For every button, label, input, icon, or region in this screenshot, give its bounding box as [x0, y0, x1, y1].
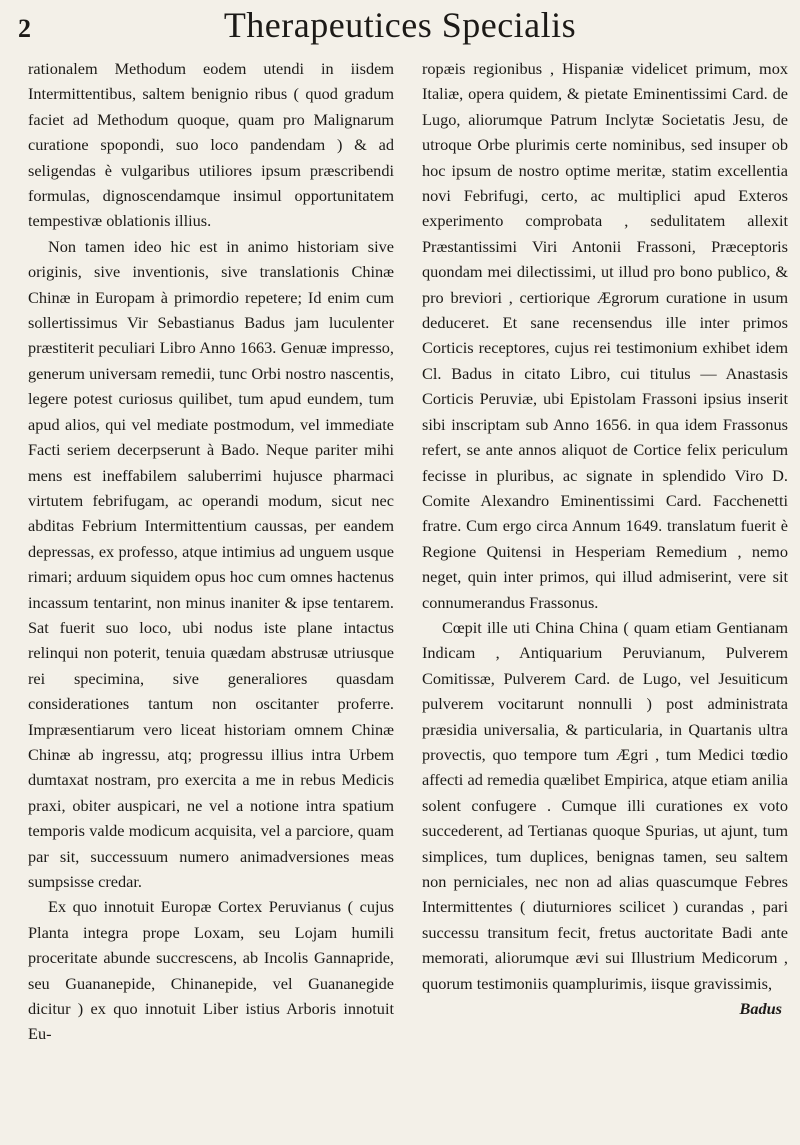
right-column: [422, 56, 788, 1136]
catchword: Badus: [739, 999, 782, 1019]
left-column: [28, 56, 394, 1136]
paragraph: Ex quo innotuit Europæ Cortex Peruvianus ( cujus Planta integra prope Loxam, seu Lojam humili proceritate abunde succrescens, ab Incolis Gannapride, seu Guananepide, Chinanepide, vel Guananegide dicitur ) ex quo innotuit Liber istius Arboris innotuit Eu-: [28, 897, 394, 1044]
paragraph: rationalem Methodum eodem utendi in iisdem Intermittentibus, saltem benignio ribus ( quod gradum faciet ad Methodum quoque, quam pro Malignarum curatione spopondi, suo loco pandendam ) & ad seligendas è vulgaribus utiliores ipsum præscribendi formulas, dignoscendamque insimul opportunitatem tempestivæ oblationis illius.: [28, 59, 394, 231]
paragraph: ropæis regionibus , Hispaniæ videlicet primum, mox Italiæ, opera quidem, & pietate Eminentissimi Card. de Lugo, aliorumque Patrum Inclytæ Societatis Jesu, de utroque Orbe plurimis certe nominibus, sed insuper ob hoc ipsum de nostro optime meritæ, statim excellentia novi Febrifugi, certo, ac multiplici apud Exteros experimento comprobata , sedulitatem allexit Præstantissimi Viri Antonii Frassoni, Præceptoris quondam mei dilectissimi, ut illud pro bono publico, & pro breviori , certiorique Ægrorum curatione in usum deduceret. Et sane recensendus ille inter primos Corticis receptores, cujus rei testimonium exhibet idem Cl. Badus in citato Libro, cui titulus — Anastasis Corticis Peruviæ, ubi Epistolam Frassoni ipsius inserit sibi inscriptam sub Anno 1656. in qua idem Frassonus refert, se ante annos aliquot de Cortice felix periculum fecisse in pluribus, ac signate in splendido Viro D. Comite Alexandro Eminentissimi Card. Facchenetti fratre. Cum ergo circa Annum 1649. translatum fuerit è Regione Quitensi in Hesperiam Remedium , nemo neget, quin inter primos, qui illud admiserint, vere sit connumerandus Frassonus.: [422, 59, 788, 612]
paragraph: Non tamen ideo hic est in animo historiam sive originis, sive inventionis, sive translationis Chinæ Chinæ in Europam à primordio repetere; Id enim cum sollertissimus Vir Sebastianus Badus jam luculenter præstiterit peculiari Libro Anno 1663. Genuæ impresso, generum universam remedii, tunc Orbi nostro nascentis, legere potest curiosus quilibet, tum apud eundem, tum apud alios, qui vel mediate postmodum, vel immediate Facti seriem decerpserunt à Bado. Neque pariter mihi mens est ineffabilem saluberrimi hujusce pharmaci virtutem febrifugam, ac operandi modum, sicut nec abditas Febrium Intermittentium caussas, per eandem depressas, ex professo, atque intimius ad unguem usque rimari; arduum siquidem opus hoc cum omnes hactenus incassum tentarint, non minus inaniter & ipse tentarem. Sat fuerit suo loco, ubi nodus iste plane intactus relinqui non poterit, tenuia quædam abstrusæ utriusque rei specimina, sive generaliores quasdam considerationes tantum non oscitanter proferre. Impræsentiarum vero liceat historiam omnem Chinæ Chinæ ab ingressu, atq; progressu illius intra Urbem dumtaxat nostram, pro exercita a me in rebus Medicis praxi, obiter auspicari, ne vel a notione intra spatium temporis valde modicum acquisita, vel a parciore, quam par sit, successuum numero animadversiones meas sumpsisse credar.: [28, 236, 394, 891]
paragraph: Cœpit ille uti China China ( quam etiam Gentianam Indicam , Antiquarium Peruvianum, Pulverem Comitissæ, Pulverem Card. de Lugo, vel Jesuiticum pulverem vocitarunt nonnulli ) post administrata præsidia universalia, & particularia, in Quartanis ultra provectis, quo tempore tum Ægri , tum Medici tœdio affecti ad remedia quælibet Empirica, atque etiam anilia solent confugere . Cumque illi curationes ex voto succederent, ad Tertianas quoque Spurias, ut ajunt, tum simplices, tum duplices, benignas tamen, seu saltem non perniciales, nec non ad alias quascumque Febres Intermittentes ( diuturniores scilicet ) curandas , pari successu transitum fecit, fretus auctoritate Badi ante memorati, aliorumque ævi sui Illustrium Medicorum , quorum testimoniis quamplurimis, iisque gravissimis,: [422, 617, 788, 993]
page-header: [0, 0, 800, 56]
page-number: 2: [18, 14, 31, 43]
running-title: Therapeutices Specialis: [223, 5, 577, 45]
text-columns: [28, 56, 788, 1136]
